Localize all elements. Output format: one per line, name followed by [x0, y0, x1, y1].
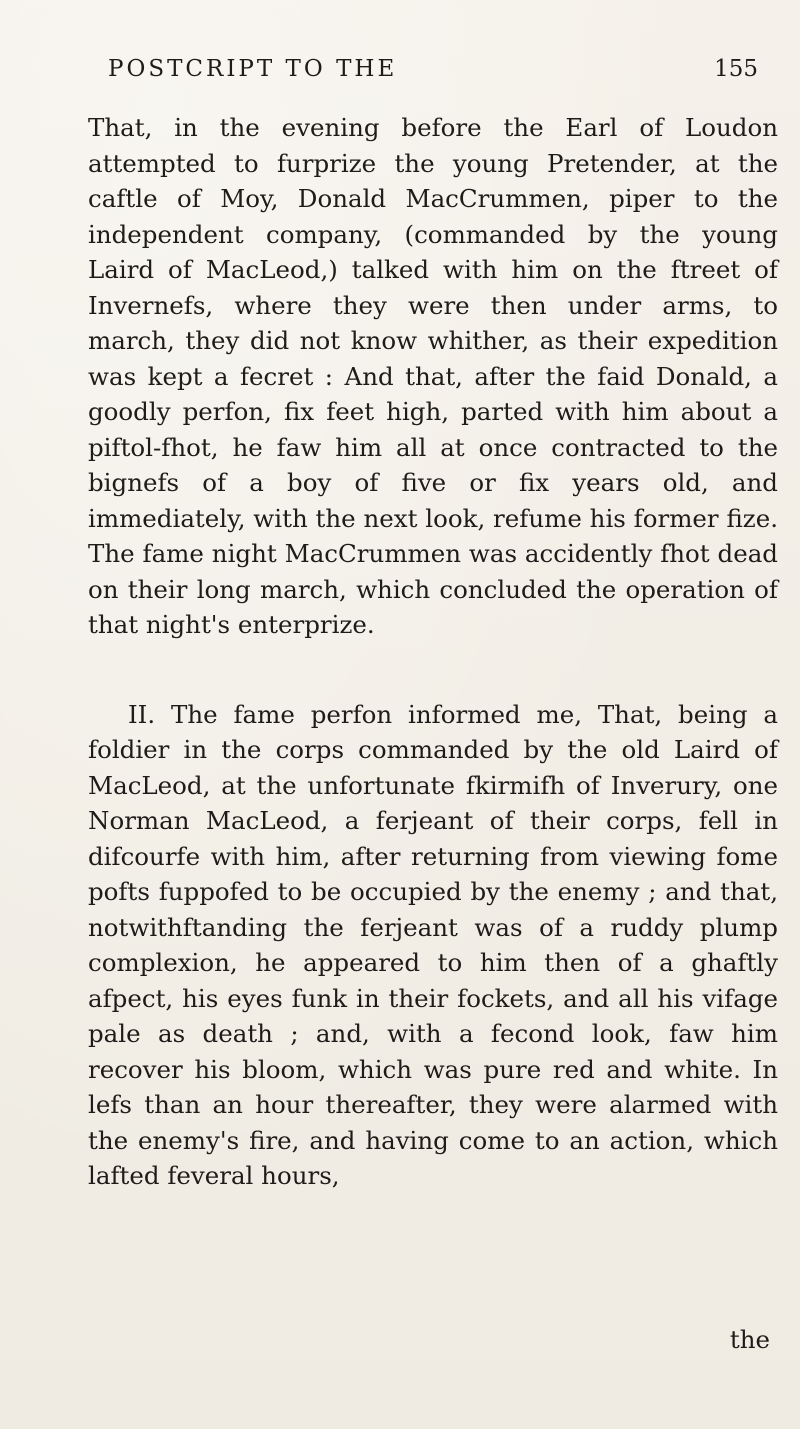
paragraph: That, in the evening before the Earl of Loudon attempted to furprize the young Pretender, at the caftle of Moy, Donald MacCrummen, piper to the independent company, (commanded by the young Laird of MacLeod,) talked with him on the ftreet of Invernefs, where they were then under arms, to march, they did not know whither, as their expedition was kept a fecret : And that, after the faid Donald, a goodly perfon, fix feet high, parted with him about a piftol-fhot, he faw him all at once contracted to the bignefs of a boy of five or fix years old, and immediately, with the next look, refume his former fize. The fame night MacCrummen was accidently fhot dead on their long march, which concluded the operation of that night's enterprize.	[88, 113, 778, 639]
page-header	[108, 56, 758, 92]
page-number: 155	[714, 56, 758, 82]
running-head: POSTCRIPT TO THE	[108, 56, 398, 82]
catchword-row	[88, 1325, 778, 1365]
paragraph: II. The fame perfon informed me, That, being a foldier in the corps commanded by the old Laird of MacLeod, at the unfortunate fkirmifh of Inverury, one Norman MacLeod, a ferjeant of their corps, fell in difcourfe with him, after returning from viewing fome pofts fuppofed to be occupied by the enemy ; and that, notwithftanding the ferjeant was of a ruddy plump complexion, he appeared to him then of a ghaftly afpect, his eyes funk in their fockets, and all his vifage pale as death ; and, with a fecond look, faw him recover his bloom, which was pure red and white. In lefs than an hour thereafter, they were alarmed with the enemy's fire, and having come to an action, which lafted feveral hours,	[88, 699, 778, 1190]
page-body	[88, 110, 778, 1194]
catchword: the	[729, 1325, 770, 1354]
